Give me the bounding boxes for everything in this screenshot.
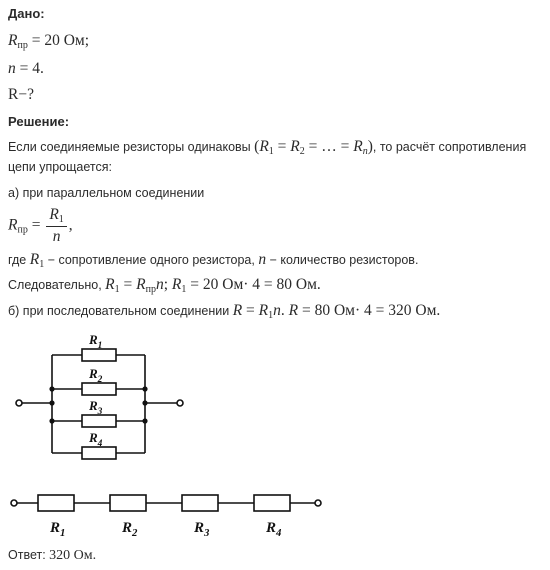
n-value: 4 (32, 60, 40, 77)
series-right-terminal (315, 500, 321, 506)
series-label-r2: $R_2$ (122, 520, 138, 539)
given-question: R−? (8, 86, 34, 103)
case-b-label: б) при последовательном соединении (8, 304, 230, 318)
given-r-pr: $R_{пр} = 20$ Ом; (8, 32, 90, 51)
case-a-label: а) при параллельном соединении (8, 186, 205, 200)
parallel-label-r4: $R_4$ (89, 430, 103, 449)
given-heading: Дано: (8, 6, 45, 21)
junction-dot (49, 400, 54, 405)
where-r1-text: − сопротивление одного резистора, (47, 253, 255, 267)
hence-label: Следовательно, (8, 278, 102, 292)
given-n: n = 4. (8, 60, 44, 77)
answer-label: Ответ: (8, 548, 46, 562)
series-label-r1: $R_1$ (50, 520, 66, 539)
right-terminal (177, 400, 183, 406)
junction-dot (142, 400, 147, 405)
junction-dot (142, 418, 147, 423)
series-line: б) при последовательном соединении $R = R_1n$. R = 80 Ом· 4 = 320 Ом. (8, 302, 441, 321)
junction-dot (142, 386, 147, 391)
answer-unit: Ом. (73, 548, 97, 563)
intro-text-2: , то расчёт сопротивления (372, 140, 527, 154)
where-n-text: − количество резисторов. (269, 253, 419, 267)
resistor-r2-series (110, 495, 146, 511)
intro-text-1: Если соединяемые резисторы одинаковы (8, 140, 251, 154)
resistor-r3-series (182, 495, 218, 511)
r1-result: 80 (276, 276, 293, 293)
series-r1: 80 (314, 302, 331, 319)
equality-formula: ($R_1 = R_2$ = … = Rn) (254, 138, 373, 157)
parallel-formula: $R_{пр}$ = $\frac{R_1}{n}$ , (8, 206, 73, 245)
parallel-label-r1: $R_1$ (89, 332, 103, 351)
answer-value: 320 (49, 548, 71, 563)
left-terminal (16, 400, 22, 406)
series-left-terminal (11, 500, 17, 506)
r-pr-value: 20 (44, 32, 60, 49)
series-circuit (11, 495, 321, 511)
fraction: $\frac{R_1}{n}$ (46, 206, 66, 246)
r1-numeric: 20 (202, 276, 219, 293)
parallel-label-r3: $R_3$ (89, 398, 103, 417)
series-result: 320 (388, 302, 412, 319)
junction-dot (49, 418, 54, 423)
solution-heading: Решение: (8, 114, 70, 129)
series-label-r4: $R_4$ (266, 520, 282, 539)
where-line: где $R_1$ − сопротивление одного резистора, n − количество резисторов. (8, 251, 419, 270)
resistor-r4-series (254, 495, 290, 511)
series-label-r3: $R_3$ (194, 520, 210, 539)
answer-line (8, 548, 96, 564)
resistor-r1-series (38, 495, 74, 511)
junction-dot (49, 386, 54, 391)
parallel-label-r2: $R_2$ (89, 366, 103, 385)
intro-line-2: цепи упрощается: (8, 160, 112, 174)
unit-ohm: Ом (63, 32, 85, 49)
hence-line: Следовательно, $R_1 = R_{пр}n$; $R_1 = 20$ Ом· 4 = 80 Ом. (8, 276, 321, 295)
where-prefix: где (8, 253, 27, 267)
